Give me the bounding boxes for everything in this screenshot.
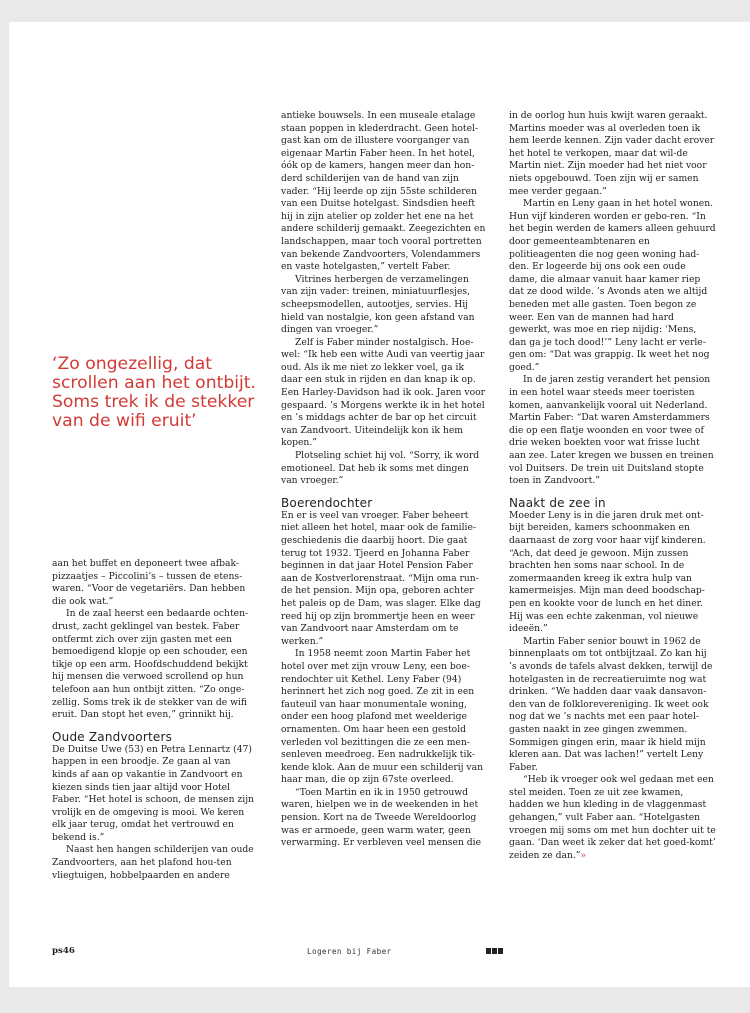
paragraph: antieke bouwsels. In een museale etalage staan poppen in klederdracht. Geen hotel-gast kan om de illustere voorganger van eigenaar Martin Faber heen. In het hotel, óók op de kamers, hangen meer dan hon-derd schilderijen van de hand van zijn vader. “Hij leerde op zijn 55ste schilderen van een Duitse hotelgast. Sindsdien heeft hij in zijn atelier op zolder het ene na het andere schilderij gemaakt. Zeegezichten en landschappen, maar toch vooral portretten van bekende Zandvoorters, Volendammers en vaste hotelgasten,” vertelt Faber.	[281, 110, 486, 273]
running-title: Logeren bij Faber	[307, 947, 392, 956]
magazine-page	[9, 22, 750, 987]
text-column-3	[509, 110, 716, 862]
subheading-boerendochter: Boerendochter	[281, 495, 373, 510]
paragraph: In de zaal heerst een bedaarde ochten-drust, zacht geklingel van bestek. Faber ontfermt zich over zijn gasten met een bemoedigend klopje op een schouder, een tikje op een arm. Hoofdschuddend bekijkt hij mensen die verwoed scrollend op hun telefoon aan hun ontbijt zitten. “Zo onge-zellig. Soms trek ik de stekker van de wifi eruit. Dan stopt het even,” grinnikt hij.	[52, 608, 249, 721]
paragraph: In 1958 neemt zoon Martin Faber het hotel over met zijn vrouw Leny, een boe-rendochter uit Kethel. Leny Faber (94) herinnert het zich nog goed. Ze zit in een fauteuil van haar monumentale woning, onder een hoog plafond met weelderige ornamenten. Om haar heen een gestold verleden vol bezittingen die ze een men-senleven meedroeg. Een nadrukkelijk tik-kende klok. Aan de muur een schilderij van haar man, die op zijn 67ste overleed.	[281, 648, 484, 786]
paragraph: Zelf is Faber minder nostalgisch. Hoe-wel: “Ik heb een witte Audi van veertig jaar oud. Als ik me niet zo lekker voel, ga ik daar een stuk in rijden en dan knap ik op. Een Harley-Davidson had ik ook. Jaren voor gespaard. ’s Morgens werkte ik in het hotel en ’s middags achter de bar op het circuit van Zandvoort. Uiteindelijk kon ik hem kopen.”	[281, 336, 486, 449]
paragraph: Martin en Leny gaan in het hotel wonen. Hun vijf kinderen worden er gebo-ren. “In het begin werden de kamers alleen gehuurd door gemeenteambtenaren en politieagenten die nog geen woning had-den. Er logeerde bij ons ook een oude dame, die almaar vanuit haar kamer riep dat ze dood wilde. ’s Avonds aten we altijd beneden met alle gasten. Toen begon ze weer. Een van de mannen had hard gewerkt, was moe en riep nijdig: ‘Mens, dan ga je toch dood!’” Leny lacht er verle-gen om: “Dat was grappig. Ik weet het nog goed.”	[509, 198, 716, 373]
paragraph	[509, 774, 716, 862]
subheading-oude-zandvoorters: Oude Zandvoorters	[52, 729, 173, 744]
text-column-1	[52, 558, 257, 882]
continue-arrow-icon: »	[580, 849, 587, 861]
paragraph: in de oorlog hun huis kwijt waren geraakt. Martins moeder was al overleden toen ik hem leerde kennen. Zijn vader dacht erover het hotel te verkopen, maar dat wil-de Martin niet. Zijn moeder had het niet voor niets opgebouwd. Toen zijn wij er samen mee verder gegaan.”	[509, 110, 715, 197]
section-marker-icon	[486, 948, 503, 954]
paragraph: In de jaren zestig verandert het pension in een hotel waar steeds meer toeristen komen, aanvankelijk vooral uit Nederland. Martin Faber: “Dat waren Amsterdammers die op een flatje woonden en voor twee of drie weken boekten voor wat frisse lucht aan zee. Later kregen we bussen en treinen vol Duitsers. De trein uit Duitsland stopte toen in Zandvoort.”	[509, 374, 714, 487]
paragraph: De Duitse Uwe (53) en Petra Lennartz (47) happen in een broodje. Ze gaan al van kinds af aan op vakantie in Zandvoort en kiezen sinds tien jaar altijd voor Hotel Faber. “Het hotel is schoon, de mensen zijn vrolijk en de omgeving is mooi. We keren elk jaar terug, omdat het vertrouwd en bekend is.”	[52, 743, 254, 843]
paragraph: “Toen Martin en ik in 1950 getrouwd waren, hielpen we in de weekenden in het pension. Kort na de Tweede Wereldoorlog was er armoede, geen warm water, geen verwarming. Er verbleven veel mensen die	[281, 786, 482, 849]
paragraph: Martin Faber senior bouwt in 1962 de binnenplaats om tot ontbijtzaal. Zo kan hij ’s avonds de tafels alvast dekken, terwijl de hotelgasten in de recreatieruimte nog wat drinken. “We hadden daar vaak dansavon-den van de folklorevereniging. Ik weet ook nog dat we ’s nachts met een paar hotel-gasten naakt in zee gingen zwemmen. Sommigen gingen erin, maar ik hield mijn kleren aan. Dat was lachen!” vertelt Leny Faber.	[509, 635, 713, 773]
page-number: ps46	[52, 946, 75, 956]
subheading-naakt-de-zee-in: Naakt de zee in	[509, 495, 606, 510]
paragraph: Naast hen hangen schilderijen van oude Zandvoorters, aan het plafond hou-ten vliegtuigen, hobbelpaarden en andere	[52, 844, 254, 881]
paragraph: Vitrines herbergen de verzamelingen van zijn vader: treinen, miniatuurflesjes, scheepsmodellen, autootjes, servies. Hij hield van nostalgie, kon geen afstand van dingen van vroeger.”	[281, 273, 475, 336]
paragraph: Plotseling schiet hij vol. “Sorry, ik word emotioneel. Dat heb ik soms met dingen van vroeger.”	[281, 450, 480, 487]
paragraph: En er is veel van vroeger. Faber beheert niet alleen het hotel, maar ook de familie-geschiedenis die daarbij hoort. Die gaat terug tot 1932. Tjeerd en Johanna Faber beginnen in dat jaar Hotel Pension Faber aan de Kostverlorenstraat. “Mijn oma run-de het pension. Mijn opa, geboren achter het paleis op de Dam, was slager. Elke dag reed hij op zijn brommertje heen en weer van Zandvoort naar Amsterdam om te werken.”	[281, 509, 481, 647]
paragraph: Moeder Leny is in die jaren druk met ont-bijt bereiden, kamers schoonmaken en daarnaast de zorg voor haar vijf kinderen. “Ach, dat deed je gewoon. Mijn zussen brachten hen soms naar school. In de zomermaanden kreeg ik extra hulp van kamermeisjes. Mijn man deed boodschap-pen en kookte voor de lunch en het diner. Hij was een echte zakenman, vol nieuwe ideeën.”	[509, 509, 706, 635]
paragraph: aan het buffet en deponeert twee afbak-pizzaatjes – Piccolini’s – tussen de etens-waren. “Voor de vegetariërs. Dan hebben die ook wat.”	[52, 558, 246, 607]
pull-quote: ‘Zo ongezellig, dat scrollen aan het ontbijt. Soms trek ik de stekker van de wifi eruit’	[52, 354, 256, 431]
paragraph-text: “Heb ik vroeger ook wel gedaan met een stel meiden. Toen ze uit zee kwamen, hadden we hun kleding in de vlaggenmast gehangen,” vult Faber aan. “Hotelgasten vroegen mij soms om met hun dochter uit te gaan. ‘Dan weet ik zeker dat het goed-komt’ zeiden ze dan.”	[509, 774, 716, 861]
text-column-2	[281, 110, 488, 850]
